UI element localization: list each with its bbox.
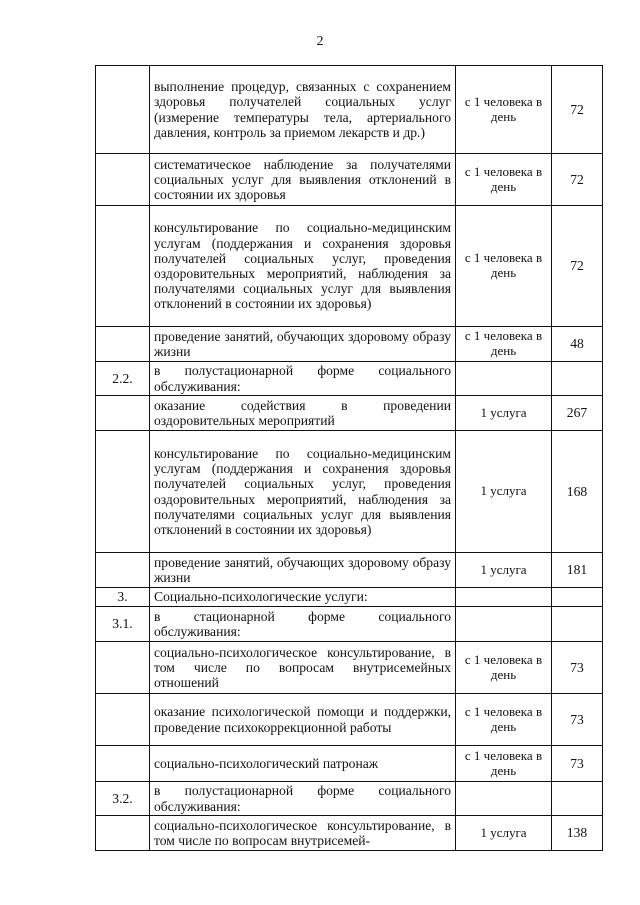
unit-of-measure: с 1 человека в день bbox=[456, 642, 552, 694]
tariff-value: 73 bbox=[552, 746, 603, 782]
row-number bbox=[96, 694, 150, 746]
tariff-value: 73 bbox=[552, 694, 603, 746]
service-description: оказание психологической помощи и поддержки, проведение психокоррекционной работы bbox=[150, 694, 456, 746]
table-row bbox=[96, 694, 603, 746]
table-row bbox=[96, 396, 603, 431]
table-row bbox=[96, 588, 603, 607]
unit-of-measure: 1 услуга bbox=[456, 431, 552, 553]
unit-of-measure bbox=[456, 362, 552, 396]
tariff-value: 73 bbox=[552, 642, 603, 694]
tariff-value: 72 bbox=[552, 154, 603, 206]
unit-of-measure: 1 услуга bbox=[456, 396, 552, 431]
service-description: социально-психологическое консультирование, в том числе по вопросам внутрисемейных отношений bbox=[150, 642, 456, 694]
row-number bbox=[96, 327, 150, 362]
row-number: 2.2. bbox=[96, 362, 150, 396]
service-description: социально-психологический патронаж bbox=[150, 746, 456, 782]
tariff-value bbox=[552, 362, 603, 396]
table-row bbox=[96, 746, 603, 782]
unit-of-measure bbox=[456, 782, 552, 816]
tariff-value bbox=[552, 588, 603, 607]
row-number bbox=[96, 553, 150, 588]
table-row bbox=[96, 66, 603, 154]
table-row bbox=[96, 782, 603, 816]
table-row bbox=[96, 553, 603, 588]
service-description: в полустационарной форме социального обслуживания: bbox=[150, 362, 456, 396]
service-description: выполнение процедур, связанных с сохранением здоровья получателей социальных услуг (измерение температуры тела, артериального давления, контроль за приемом лекарств и др.) bbox=[150, 66, 456, 154]
row-number: 3.1. bbox=[96, 607, 150, 642]
tariff-value: 181 bbox=[552, 553, 603, 588]
tariff-value: 168 bbox=[552, 431, 603, 553]
services-tariff-table bbox=[95, 65, 603, 851]
row-number: 3.2. bbox=[96, 782, 150, 816]
service-description: консультирование по социально-медицинским услугам (поддержания и сохранения здоровья получателей социальных услуг, проведения оздоровительных мероприятий, наблюдения за получателями социальных услуг для выявления отклонений в состоянии их здоровья) bbox=[150, 206, 456, 327]
row-number bbox=[96, 431, 150, 553]
row-number bbox=[96, 396, 150, 431]
row-number bbox=[96, 154, 150, 206]
tariff-value: 267 bbox=[552, 396, 603, 431]
row-number bbox=[96, 642, 150, 694]
unit-of-measure: с 1 человека в день bbox=[456, 694, 552, 746]
unit-of-measure bbox=[456, 607, 552, 642]
tariff-value bbox=[552, 782, 603, 816]
unit-of-measure: 1 услуга bbox=[456, 816, 552, 851]
tariff-value bbox=[552, 607, 603, 642]
service-description: проведение занятий, обучающих здоровому образу жизни bbox=[150, 553, 456, 588]
unit-of-measure: с 1 человека в день bbox=[456, 154, 552, 206]
tariff-value: 72 bbox=[552, 206, 603, 327]
service-description: в стационарной форме социального обслуживания: bbox=[150, 607, 456, 642]
unit-of-measure: с 1 человека в день bbox=[456, 327, 552, 362]
unit-of-measure bbox=[456, 588, 552, 607]
table-row bbox=[96, 154, 603, 206]
row-number bbox=[96, 66, 150, 154]
unit-of-measure: с 1 человека в день bbox=[456, 746, 552, 782]
table-row bbox=[96, 431, 603, 553]
unit-of-measure: с 1 человека в день bbox=[456, 206, 552, 327]
table-row bbox=[96, 206, 603, 327]
table-row bbox=[96, 607, 603, 642]
tariff-value: 72 bbox=[552, 66, 603, 154]
row-number bbox=[96, 746, 150, 782]
table-row bbox=[96, 816, 603, 851]
tariff-value: 138 bbox=[552, 816, 603, 851]
table-row bbox=[96, 327, 603, 362]
table-row bbox=[96, 642, 603, 694]
row-number bbox=[96, 206, 150, 327]
page-number: 2 bbox=[316, 34, 324, 49]
table-row bbox=[96, 362, 603, 396]
service-description: в полустационарной форме социального обслуживания: bbox=[150, 782, 456, 816]
service-description: систематическое наблюдение за получателями социальных услуг для выявления отклонений в состоянии их здоровья bbox=[150, 154, 456, 206]
service-description: оказание содействия в проведении оздоровительных мероприятий bbox=[150, 396, 456, 431]
service-description: проведение занятий, обучающих здоровому образу жизни bbox=[150, 327, 456, 362]
row-number bbox=[96, 816, 150, 851]
service-description: Социально-психологические услуги: bbox=[150, 588, 456, 607]
service-description: социально-психологическое консультирование, в том числе по вопросам внутрисемей- bbox=[150, 816, 456, 851]
unit-of-measure: 1 услуга bbox=[456, 553, 552, 588]
service-description: консультирование по социально-медицинским услугам (поддержания и сохранения здоровья получателей социальных услуг, проведения оздоровительных мероприятий, наблюдения за получателями социальных услуг для выявления отклонений в состоянии их здоровья) bbox=[150, 431, 456, 553]
row-number: 3. bbox=[96, 588, 150, 607]
unit-of-measure: с 1 человека в день bbox=[456, 66, 552, 154]
tariff-value: 48 bbox=[552, 327, 603, 362]
